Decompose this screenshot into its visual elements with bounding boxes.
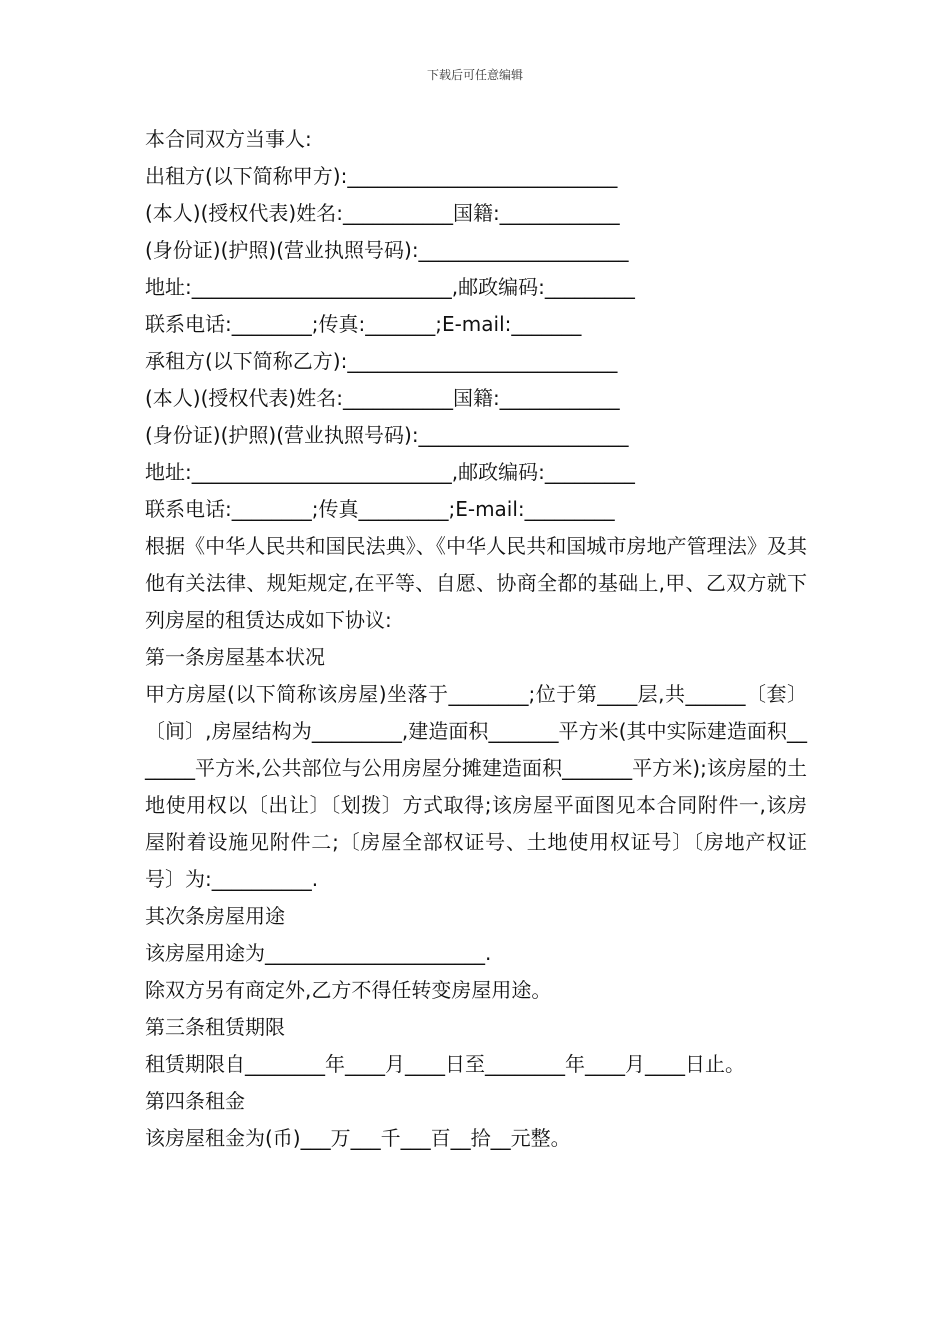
lessor-id-line: (身份证)(护照)(营业执照号码):_____________________ [145, 238, 629, 262]
article-3-term: 租赁期限自________年____月____日至________年____月____日止。 [145, 1052, 745, 1076]
lessee-id-line: (身份证)(护照)(营业执照号码):_____________________ [145, 423, 629, 447]
lessor-line: 出租方(以下简称甲方):___________________________ [145, 164, 618, 188]
lessor-contact-line: 联系电话:________;传真:_______;E-mail:_______ [145, 312, 582, 336]
lessee-address-line: 地址:__________________________,邮政编码:_________ [145, 460, 635, 484]
page-header: 下载后可任意编辑 [426, 68, 523, 82]
lessor-address-line: 地址:__________________________,邮政编码:_________ [145, 275, 635, 299]
contract-body [145, 121, 807, 1157]
article-3-title: 第三条租赁期限 [145, 1015, 285, 1039]
lessee-name-nationality: (本人)(授权代表)姓名:___________国籍:____________ [145, 386, 620, 410]
article-1-title: 第一条房屋基本状况 [145, 645, 325, 669]
article-2-restriction: 除双方另有商定外,乙方不得任转变房屋用途。 [145, 978, 552, 1002]
lessee-contact-line: 联系电话:________;传真_________;E-mail:_________ [145, 497, 615, 521]
article-4-title: 第四条租金 [145, 1089, 245, 1113]
lessor-name-nationality: (本人)(授权代表)姓名:___________国籍:____________ [145, 201, 620, 225]
basis-paragraph: 根据《中华人民共和国民法典》、《中华人民共和国城市房地产管理法》及其他有关法律、规矩规定,在平等、自愿、协商全都的基础上,甲、乙双方就下列房屋的租赁达成如下协议: [145, 534, 807, 632]
article-1-text: 甲方房屋(以下简称该房屋)坐落于________;位于第____层,共______〔套〕〔间〕,房屋结构为_________,建造面积_______平方米(其中实际建造面积_______平方米,公共部位与公用房屋分摊建造面积_______平方米);该房屋的土地使用权以〔出让〕〔划拨〕方式取得;该房屋平面图见本合同附件一,该房屋附着设施见附件二;〔房屋全部权证号、土地使用权证号〕〔房地产权证号〕为:__________. [145, 682, 807, 891]
parties-intro: 本合同双方当事人: [145, 127, 312, 151]
article-4-rent: 该房屋租金为(币)___万___千___百__拾__元整。 [145, 1126, 571, 1150]
article-2-title: 其次条房屋用途 [145, 904, 285, 928]
article-2-purpose: 该房屋用途为______________________. [145, 941, 492, 965]
lessee-line: 承租方(以下简称乙方):___________________________ [145, 349, 618, 373]
